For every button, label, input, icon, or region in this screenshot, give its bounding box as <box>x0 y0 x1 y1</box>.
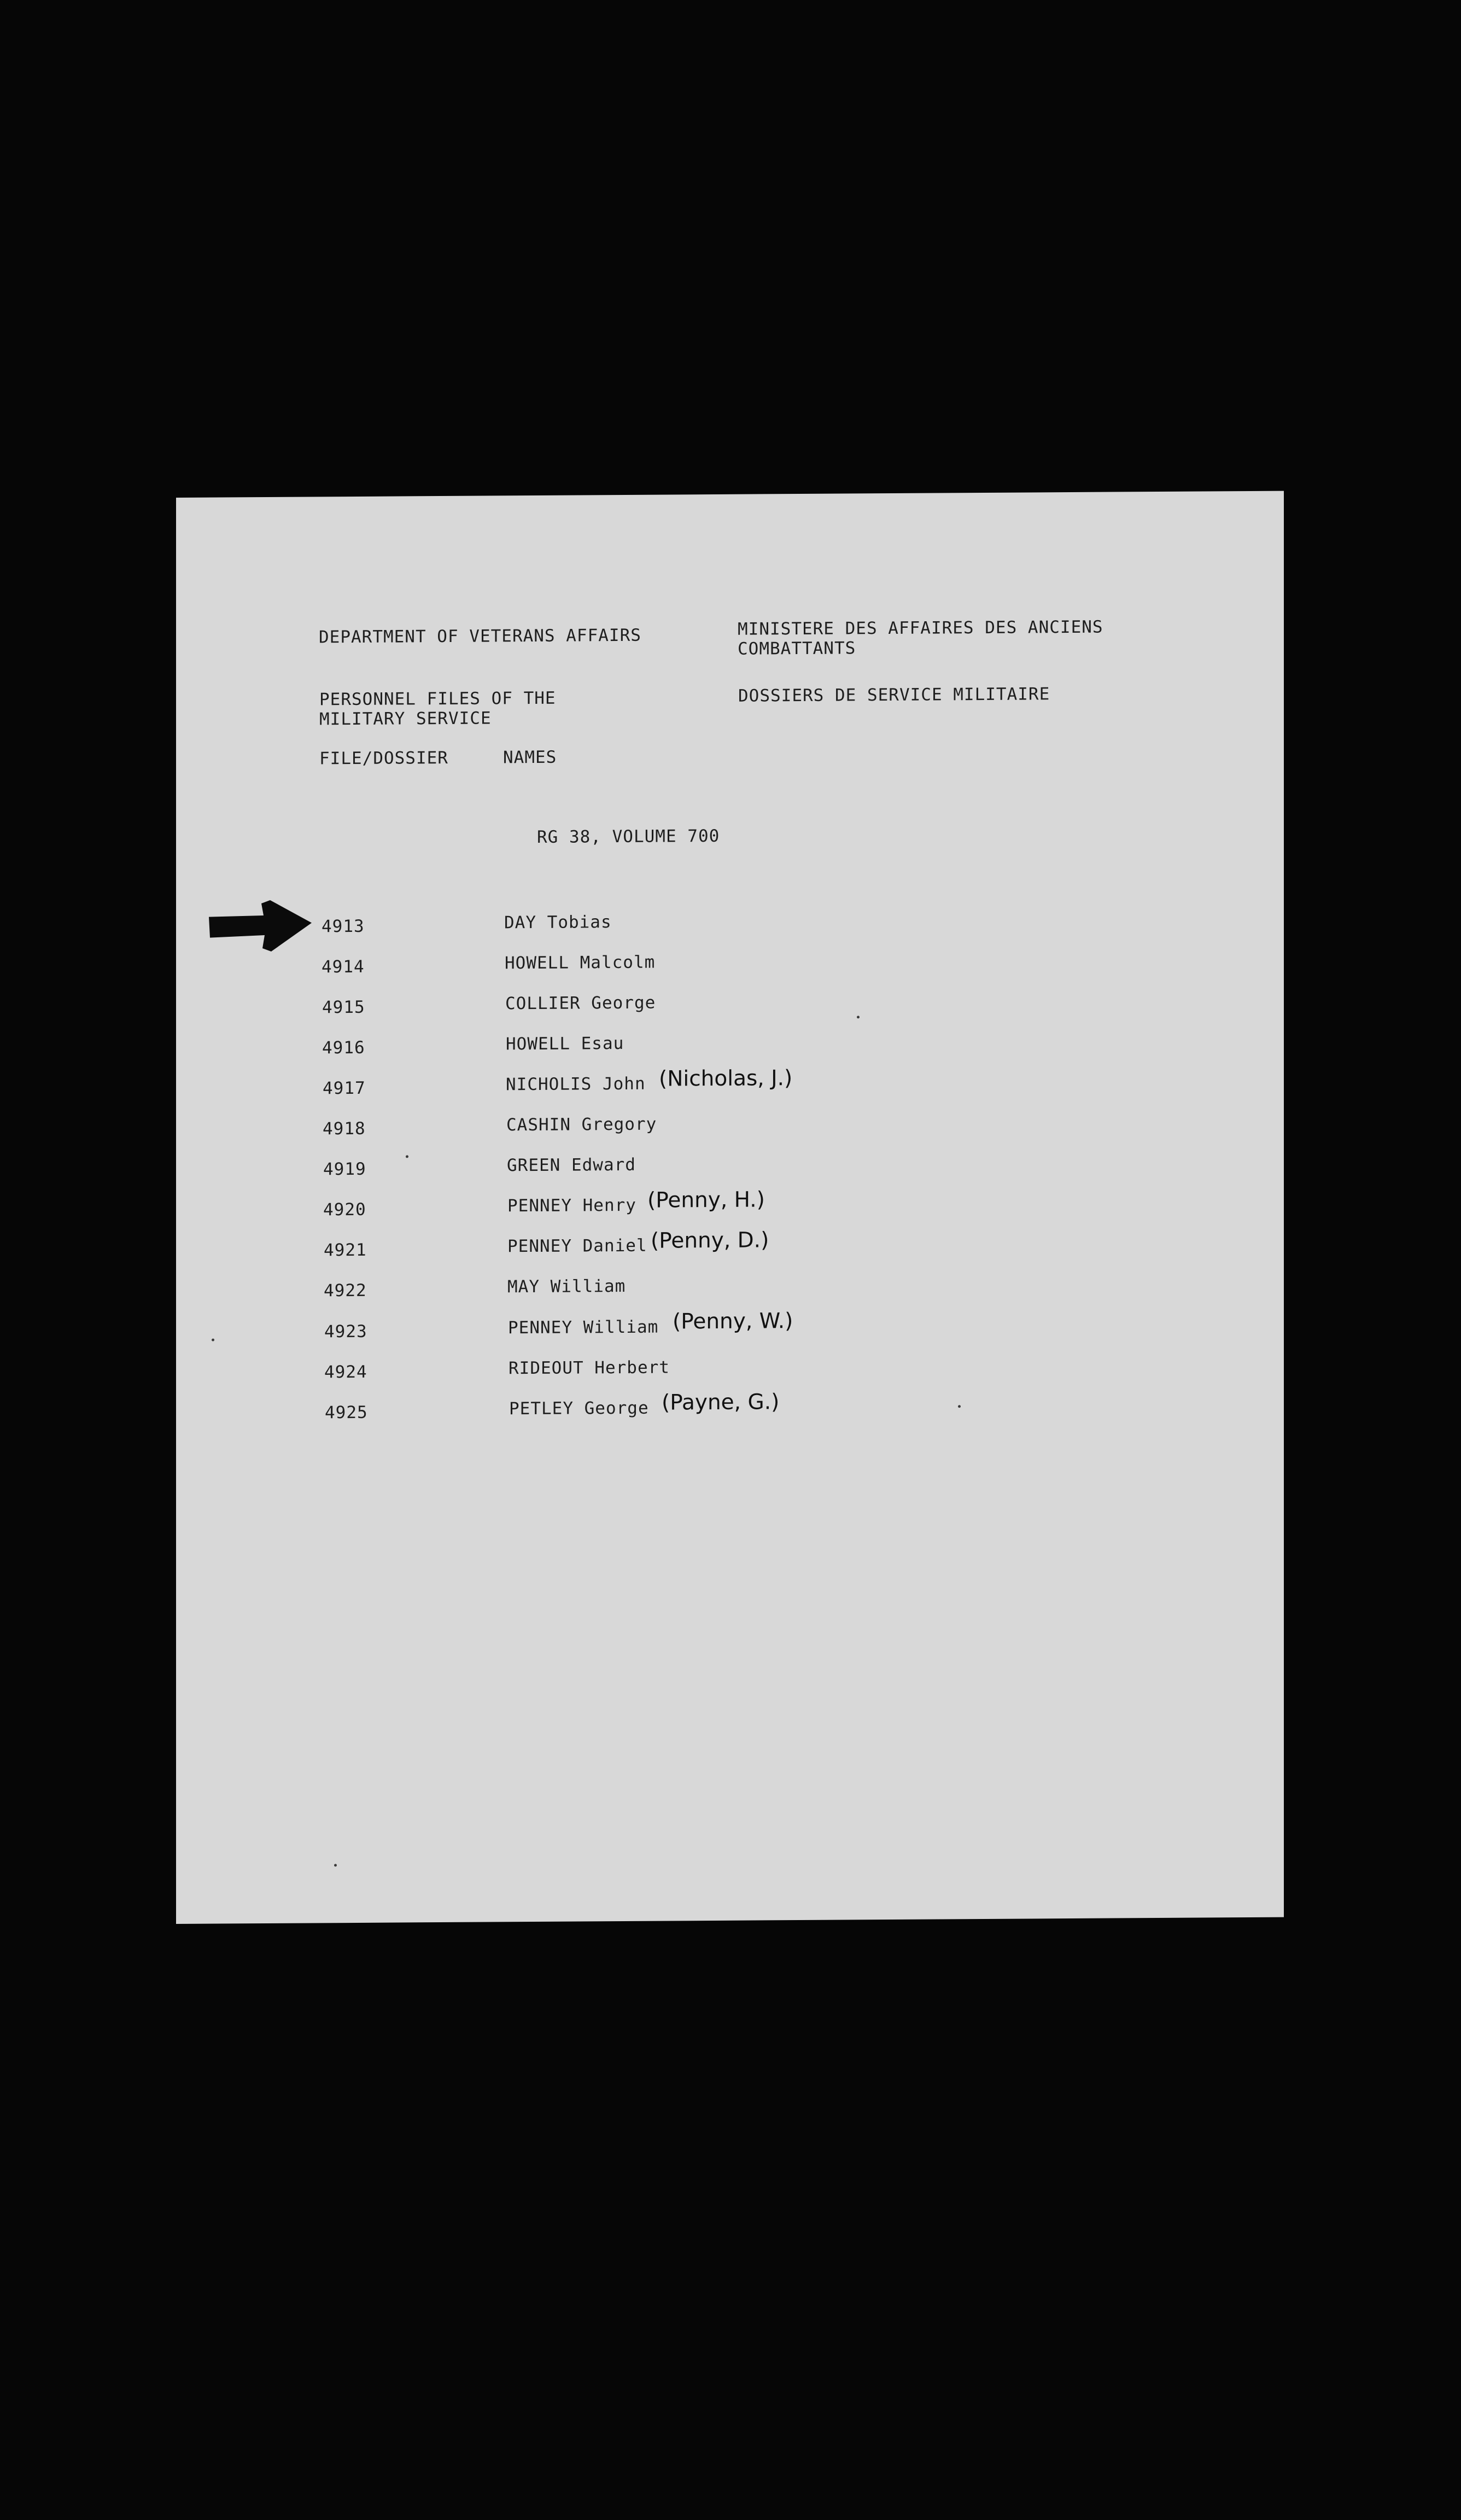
file-number: 4921 <box>324 1240 367 1261</box>
entry-name: CASHIN Gregory <box>506 1114 657 1135</box>
entry-name: HOWELL Esau <box>506 1033 624 1054</box>
handwritten-note: (Penny, D.) <box>651 1228 769 1253</box>
department-fr-line1: MINISTERE DES AFFAIRES DES ANCIENS <box>738 617 1103 639</box>
document-page <box>176 491 1284 1924</box>
entry-name: RIDEOUT Herbert <box>509 1357 670 1379</box>
handwritten-note: (Penny, W.) <box>673 1309 793 1334</box>
entry-name: HOWELL Malcolm <box>505 952 656 973</box>
file-number: 4916 <box>322 1037 365 1058</box>
file-number: 4918 <box>323 1118 366 1139</box>
entry-name: PENNEY Henry <box>507 1195 636 1216</box>
entry-name: PENNEY William <box>508 1317 659 1338</box>
handwritten-note: (Penny, H.) <box>647 1187 765 1213</box>
entry-name: COLLIER George <box>505 993 656 1014</box>
entry-name: GREEN Edward <box>507 1154 636 1176</box>
file-number: 4923 <box>324 1321 367 1342</box>
paper-speck <box>958 1405 961 1408</box>
file-number: 4925 <box>325 1402 368 1423</box>
file-number: 4924 <box>324 1362 367 1382</box>
file-number: 4922 <box>324 1280 367 1301</box>
paper-speck <box>857 1016 860 1018</box>
volume-reference: RG 38, VOLUME 700 <box>537 826 720 847</box>
file-number: 4917 <box>323 1078 366 1099</box>
file-number: 4919 <box>323 1159 366 1180</box>
file-number: 4914 <box>322 956 365 977</box>
department-en: DEPARTMENT OF VETERANS AFFAIRS <box>319 625 641 648</box>
column-header-file: FILE/DOSSIER <box>319 748 448 769</box>
department-fr-line2: COMBATTANTS <box>738 638 856 659</box>
entry-name: PETLEY George <box>509 1398 649 1419</box>
entry-name: DAY Tobias <box>504 912 612 933</box>
column-header-names: NAMES <box>503 747 557 768</box>
series-fr: DOSSIERS DE SERVICE MILITAIRE <box>738 684 1050 706</box>
file-number: 4920 <box>323 1199 366 1220</box>
paper-speck <box>406 1155 408 1158</box>
handwritten-note: (Payne, G.) <box>662 1390 780 1415</box>
paper-speck <box>212 1339 214 1341</box>
series-en-line2: MILITARY SERVICE <box>319 708 492 730</box>
series-en-line1: PERSONNEL FILES OF THE <box>319 688 556 710</box>
handwritten-note: (Nicholas, J.) <box>659 1066 793 1092</box>
file-number: 4913 <box>322 916 365 937</box>
entry-name: MAY William <box>507 1276 626 1297</box>
paper-speck <box>334 1864 337 1866</box>
file-number: 4915 <box>322 997 365 1018</box>
entry-name: NICHOLIS John <box>506 1074 646 1095</box>
entry-name: PENNEY Daniel <box>507 1235 647 1257</box>
right-arrow-icon <box>207 899 314 954</box>
